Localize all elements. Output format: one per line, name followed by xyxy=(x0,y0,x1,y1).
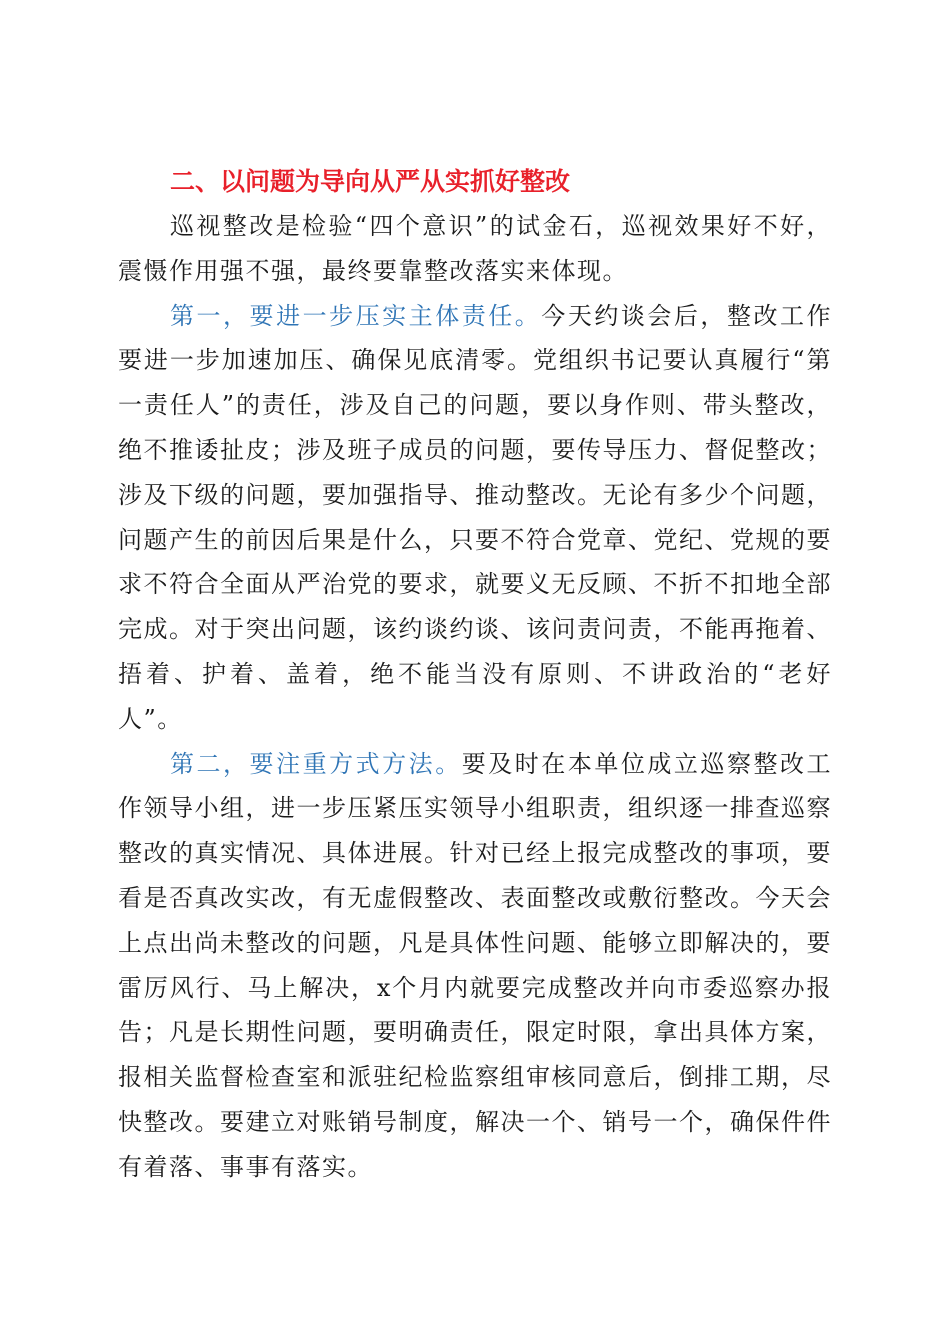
intro-paragraph xyxy=(118,204,832,294)
intro-paragraph-text: 巡视整改是检验“四个意识”的试金石，巡视效果好不好，震慑作用强不强，最终要靠整改落实来体现。 xyxy=(118,212,832,285)
point-two-text: 要及时在本单位成立巡察整改工作领导小组，进一步压紧压实领导小组职责，组织逐一排查巡察整改的真实情况、具体进展。针对已经上报完成整改的事项，要看是否真改实改，有无虚假整改、表面整改或敷衍整改。今天会上点出尚未整改的问题，凡是具体性问题、能够立即解决的，要雷厉风行、马上解决，x个月内就要完成整改并向市委巡察办报告；凡是长期性问题，要明确责任，限定时限，拿出具体方案，报相关监督检查室和派驻纪检监察组审核同意后，倒排工期，尽快整改。要建立对账销号制度，解决一个、销号一个，确保件件有着落、事事有落实。 xyxy=(118,749,833,1181)
point-one-lead: 第一，要进一步压实主体责任。 xyxy=(170,301,542,330)
document-body xyxy=(118,160,832,1190)
point-two-lead: 第二，要注重方式方法。 xyxy=(170,749,462,778)
point-two-paragraph xyxy=(118,742,832,1190)
section-heading: 二、以问题为导向从严从实抓好整改 xyxy=(170,167,571,196)
point-one-text: 今天约谈会后，整改工作要进一步加速加压、确保见底清零。党组织书记要认真履行“第一责任人”的责任，涉及自己的问题，要以身作则、带头整改，绝不推诿扯皮；涉及班子成员的问题，要传导压力、督促整改；涉及下级的问题，要加强指导、推动整改。无论有多少个问题，问题产生的前因后果是什么，只要不符合党章、党纪、党规的要求不符合全面从严治党的要求，就要义无反顾、不折不扣地全部完成。对于突出问题，该约谈约谈、该问责问责，不能再拖着、捂着、护着、盖着，绝不能当没有原则、不讲政治的“老好人”。 xyxy=(118,301,833,733)
point-one-paragraph xyxy=(118,294,832,742)
